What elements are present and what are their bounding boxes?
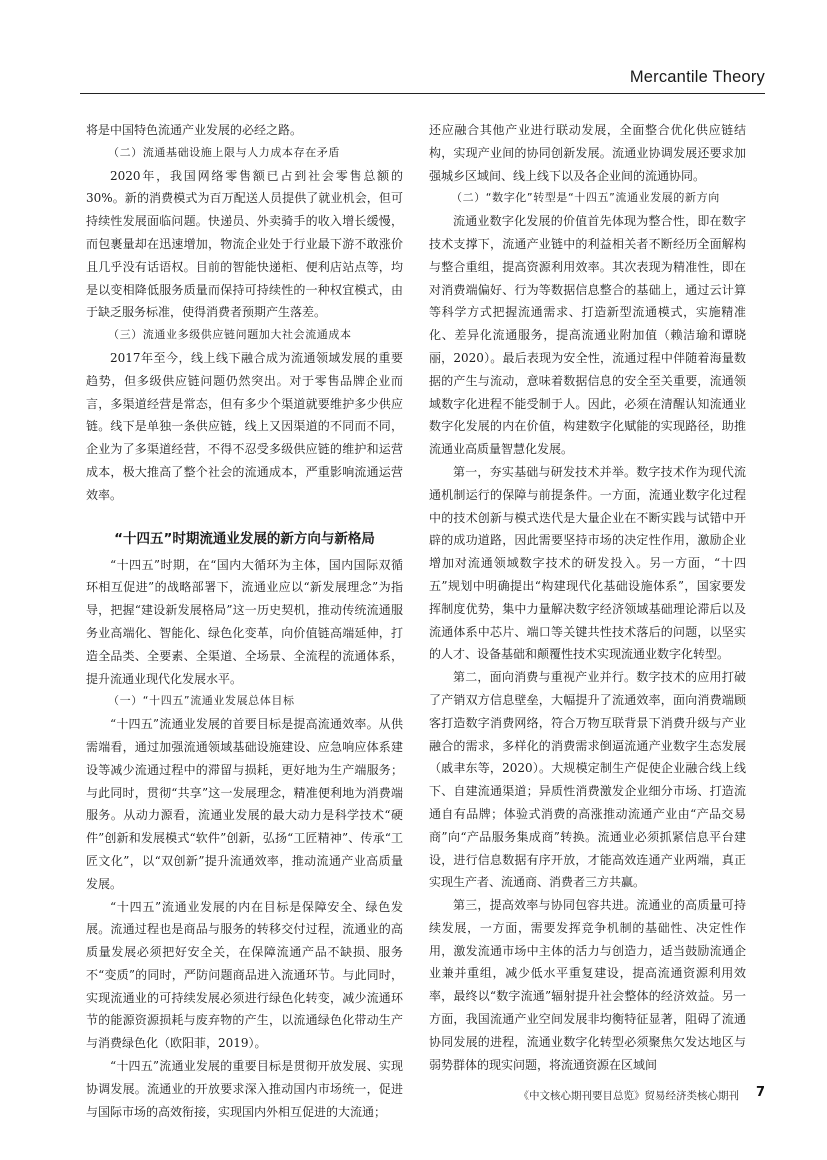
subsection-heading: （三）流通业多级供应链问题加大社会流通成本 xyxy=(108,328,352,342)
footer-journal-citation: 《中文核心期刊要目总览》贸易经济类核心期刊 xyxy=(518,1090,739,1102)
paragraph: 第二，面向消费与重视产业并行。数字技术的应用打破了产销双方信息壁垒，大幅提升了流通效率，面向消费端顾客打造数字消费网络，符合万物互联背景下消费升级与产业融合的需求，多样化的消费需求倒逼流通产业数字生态发展（戚聿东等，2020）。大规模定制生产促使企业融合线上线下、自建流通渠道；异质性消费激发企业细分市场、打造流通自有品牌；体验式消费的高涨推动流通产业由“产品交易商”向“产品服务集成商”转换。流通业必须抓紧信息平台建设，进行信息数据有序开放，才能高效连通产业两端，真正实现生产者、流通商、消费者三方共赢。 xyxy=(429,670,746,890)
right-column xyxy=(429,119,746,1079)
paragraph: 2020年，我国网络零售额已占到社会零售总额的30%。新的消费模式为百万配送人员提供了就业机会，但可持续性发展面临问题。快递员、外卖骑手的收入增长缓慢，而包裹量却在迅速增加，物流企业处于行业最下游不敢涨价且几乎没有话语权。目前的智能快递柜、便利店站点等，均是以变相降低服务质量而保持可持续性的一种权宜模式，由于缺乏服务标准，使得消费者预期产生落差。 xyxy=(86,168,403,320)
section-title: “十四五”时期流通业发展的新方向与新格局 xyxy=(114,530,375,547)
subsection-heading: （一）“十四五”流通业发展总体目标 xyxy=(108,694,295,708)
paragraph: 还应融合其他产业进行联动发展，全面整合优化供应链结构，实现产业间的协同创新发展。流通业协调发展还要求加强城乡区域间、线上线下以及各企业间的流通协同。 xyxy=(429,123,746,183)
paragraph: 将是中国特色流通产业发展的必经之路。 xyxy=(86,123,303,137)
header-divider xyxy=(80,93,765,94)
page-number: 7 xyxy=(755,1085,765,1100)
paragraph: “十四五”流通业发展的首要目标是提高流通效率。从供需端看，通过加强流通领域基础设施建设、应急响应体系建设等减少流通过程中的滞留与损耗，更好地为生产端服务；与此同时，贯彻“共享”这一发展理念，精准便利地为消费端服务。从动力源看，流通业发展的最大动力是科学技术“硬件”创新和发展模式“软件”创新，弘扬“工匠精神”、传承“工匠文化”，以“双创新”提升流通效率，推动流通产业高质量发展。 xyxy=(86,717,403,891)
journal-name: Mercantile Theory xyxy=(629,68,765,86)
paragraph: “十四五”时期，在“国内大循环为主体，国内国际双循环相互促进”的战略部署下，流通业应以“新发展理念”为指导，把握“建设新发展格局”这一历史契机，推动传统流通服务业高端化、智能化、绿色化变革，向价值链高端延伸，打造全品类、全要素、全渠道、全场景、全流程的流通体系，提升流通业现代化发展水平。 xyxy=(86,557,403,686)
paragraph: 第一，夯实基础与研发技术并举。数字技术作为现代流通机制运行的保障与前提条件。一方面，流通业数字化过程中的技术创新与模式迭代是大量企业在不断实践与试错中开辟的成功道路，因此需要坚持市场的决定性作用，激励企业增加对流通领域数字技术的研发投入。另一方面，“十四五”规划中明确提出“构建现代化基础设施体系”，国家要发挥制度优势，集中力量解决数字经济领域基础理论滞后以及流通体系中芯片、端口等关键共性技术落后的问题，以坚实的人才、设备基础和颠覆性技术实现流通业数字化转型。 xyxy=(429,464,746,662)
left-column xyxy=(86,119,403,1119)
paragraph: “十四五”流通业发展的重要目标是贯彻开放发展、实现协调发展。流通业的开放要求深入推动国内市场统一，促进与国际市场的高效衔接，实现国内外相互促进的大流通； xyxy=(86,1059,403,1119)
paragraph: “十四五”流通业发展的内在目标是保障安全、绿色发展。流通过程也是商品与服务的转移交付过程，流通业的高质量发展必须把好安全关，在保障流通产品不缺损、服务不“变质”的同时，严防问题商品进入流通环节。与此同时，实现流通业的可持续发展必须进行绿色化转变，减少流通环节的能源资源损耗与废弃物的产生，以流通绿色化带动生产与消费绿色化（欧阳菲，2019）。 xyxy=(86,899,403,1051)
paragraph: 第三，提高效率与协同包容共进。流通业的高质量可持续发展，一方面，需要发挥竞争机制的基础性、决定性作用，激发流通市场中主体的活力与创造力，适当鼓励流通企业兼并重组，减少低水平重复建设，提高流通资源利用效率，最终以“数字流通”辐射提升社会整体的经济效益。另一方面，我国流通产业空间发展非均衡特征显著，阻碍了流通协同发展的进程，流通业数字化转型必须聚焦欠发达地区与弱势群体的现实问题，将流通资源在区域间 xyxy=(429,898,746,1072)
subsection-heading: （二）流通基础设施上限与人力成本存在矛盾 xyxy=(108,145,340,159)
subsection-heading: （二）“数字化”转型是“十四五”流通业发展的新方向 xyxy=(451,191,720,205)
paragraph: 流通业数字化发展的价值首先体现为整合性，即在数字技术支撑下，流通产业链中的利益相关者不断经历全面解构与整合重组，提高资源利用效率。其次表现为精准性，即在对消费端偏好、行为等数据信息整合的基础上，通过云计算等科学方式把握流通需求、打造新型流通模式，实施精准化、差异化流通服务，提高流通业附加值（赖洁瑜和谭晓丽，2020）。最后表现为安全性，流通过程中伴随着海量数据的产生与流动，意味着数据信息的安全至关重要，流通领域数字化进程不能受制于人。因此，必须在清醒认知流通业数字化发展的内在价值，构建数字化赋能的实现路径，助推流通业高质量智慧化发展。 xyxy=(429,214,746,457)
paragraph: 2017年至今，线上线下融合成为流通领域发展的重要趋势，但多级供应链问题仍然突出。对于零售品牌企业而言，多渠道经营是常态，但有多少个渠道就要维护多少供应链。线下是单独一条供应链，线上又因渠道的不同而不同，企业为了多渠道经营，不得不忍受多级供应链的维护和运营成本，极大推高了整个社会的流通成本，严重影响流通运营效率。 xyxy=(86,350,403,502)
